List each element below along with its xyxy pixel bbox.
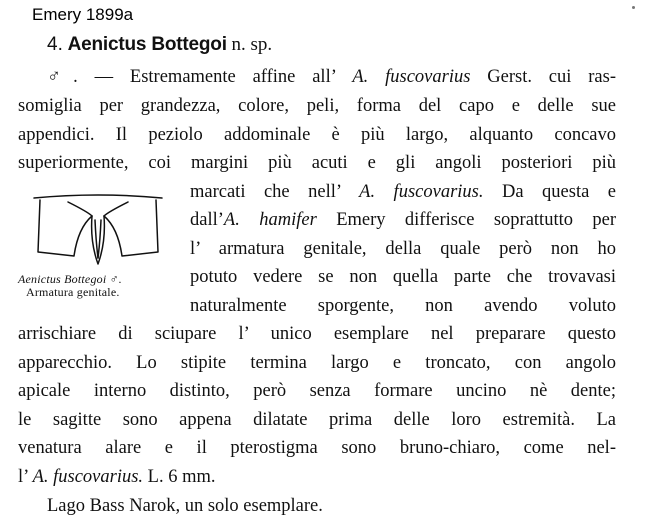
text-line-5: marcati che nell’ A. fuscovarius. Da questa e (190, 182, 616, 202)
genital-armature-figure (28, 186, 168, 268)
text-line-2: somiglia per grandezza, colore, peli, forma del capo e delle sue (18, 96, 616, 116)
text-line-7: l’ armatura genitale, della quale però non ho (190, 239, 616, 259)
figure-caption-subtitle: Armatura genitale. (26, 285, 120, 299)
species-status: n. sp. (231, 34, 273, 55)
species-number: 4. (47, 34, 63, 55)
text-line-9: naturalmente sporgente, non avendo voluto (190, 296, 616, 316)
figure-caption (18, 273, 122, 299)
text-line-15: l’ A. fuscovarius. L. 6 mm. (18, 467, 216, 487)
text-line-12: apicale interno distinto, però senza formare uncino nè dente; (18, 381, 616, 401)
text-line-6: dall’A. hamifer Emery differisce soprattutto per (190, 210, 616, 230)
locality-line: Lago Bass Narok, un solo esemplare. (47, 496, 323, 516)
text-line-11: apparecchio. Lo stipite termina largo e troncato, con angolo (18, 353, 616, 373)
text-line-3: appendici. Il peziolo addominale è più largo, alquanto concavo (18, 125, 616, 145)
source-label: Emery 1899a (32, 5, 134, 24)
scan-speck (632, 6, 635, 9)
text-line-4: superiormente, coi margini più acuti e gli angoli posteriori più (18, 153, 616, 173)
text-line-1: ♂. — Estremamente affine all’ A. fuscovarius Gerst. cui ras- (47, 67, 616, 87)
species-name: Aenictus Bottegoi (67, 34, 227, 55)
text-line-10: arrischiare di sciupare l’ unico esemplare nel preparare questo (18, 324, 616, 344)
text-line-13: le sagitte sono appena dilatate prima delle loro estremità. La (18, 410, 616, 430)
text-line-8: potuto vedere se non quella parte che trovavasi (190, 267, 616, 287)
figure-caption-title: Aenictus Bottegoi ♂. (18, 272, 122, 286)
text-line-14: venatura alare e il pterostigma sono bruno-chiaro, come nel- (18, 438, 616, 458)
species-heading (47, 34, 272, 56)
